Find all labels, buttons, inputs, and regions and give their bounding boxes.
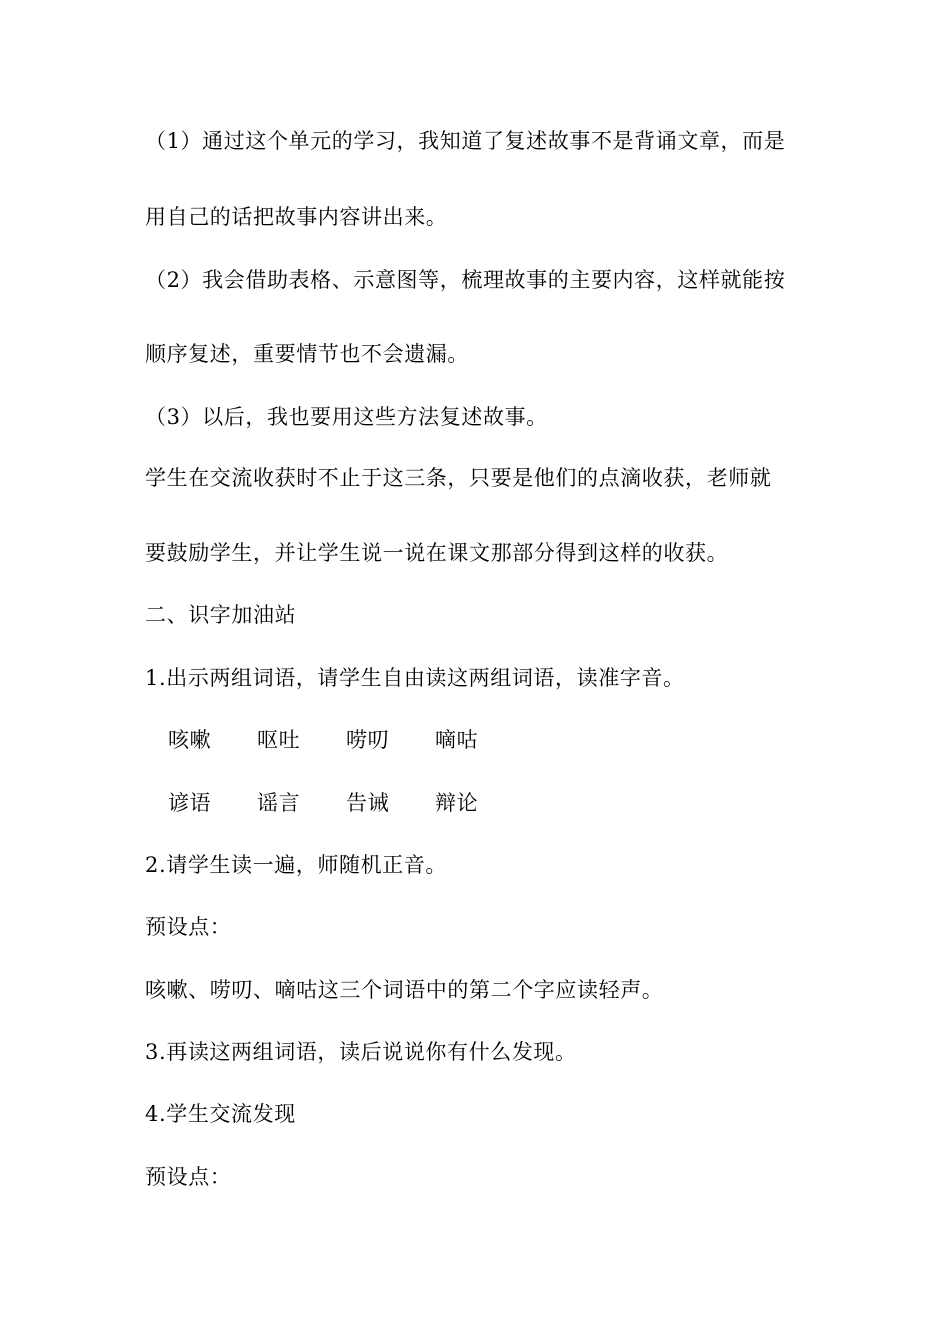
- step-1: 1.出示两组词语，请学生自由读这两组词语，读准字音。: [145, 666, 685, 690]
- word-item: 谚语: [168, 791, 212, 815]
- paragraph-1-line-2: 用自己的话把故事内容讲出来。: [145, 205, 448, 229]
- paragraph-2-line-2: 顺序复述，重要情节也不会遗漏。: [145, 342, 469, 366]
- word-group-1: [168, 725, 524, 755]
- word-item: 告诫: [346, 791, 390, 815]
- preset-text-1: 咳嗽、唠叨、嘀咕这三个词语中的第二个字应读轻声。: [145, 978, 664, 1002]
- paragraph-3-line-1: （3）以后，我也要用这些方法复述故事。: [145, 405, 548, 429]
- section-heading: 二、识字加油站: [145, 603, 297, 627]
- word-item: 谣言: [257, 791, 301, 815]
- paragraph-1-line-1: （1）通过这个单元的学习，我知道了复述故事不是背诵文章，而是: [145, 129, 786, 153]
- preset-label-1: 预设点：: [145, 915, 232, 939]
- paragraph-2-line-1: （2）我会借助表格、示意图等，梳理故事的主要内容，这样就能按: [145, 268, 786, 292]
- word-item: 唠叨: [346, 728, 390, 752]
- step-2: 2.请学生读一遍，师随机正音。: [145, 853, 448, 877]
- word-item: 呕吐: [257, 728, 301, 752]
- word-item: 辩论: [435, 791, 479, 815]
- step-4: 4.学生交流发现: [145, 1102, 296, 1126]
- word-group-2: [168, 788, 524, 818]
- word-item: 嘀咕: [435, 728, 479, 752]
- paragraph-4-line-1: 学生在交流收获时不止于这三条，只要是他们的点滴收获，老师就: [145, 466, 772, 490]
- paragraph-4-line-2: 要鼓励学生，并让学生说一说在课文那部分得到这样的收获。: [145, 541, 729, 565]
- word-item: 咳嗽: [168, 728, 212, 752]
- preset-label-2: 预设点：: [145, 1165, 232, 1189]
- step-3: 3.再读这两组词语，读后说说你有什么发现。: [145, 1040, 577, 1064]
